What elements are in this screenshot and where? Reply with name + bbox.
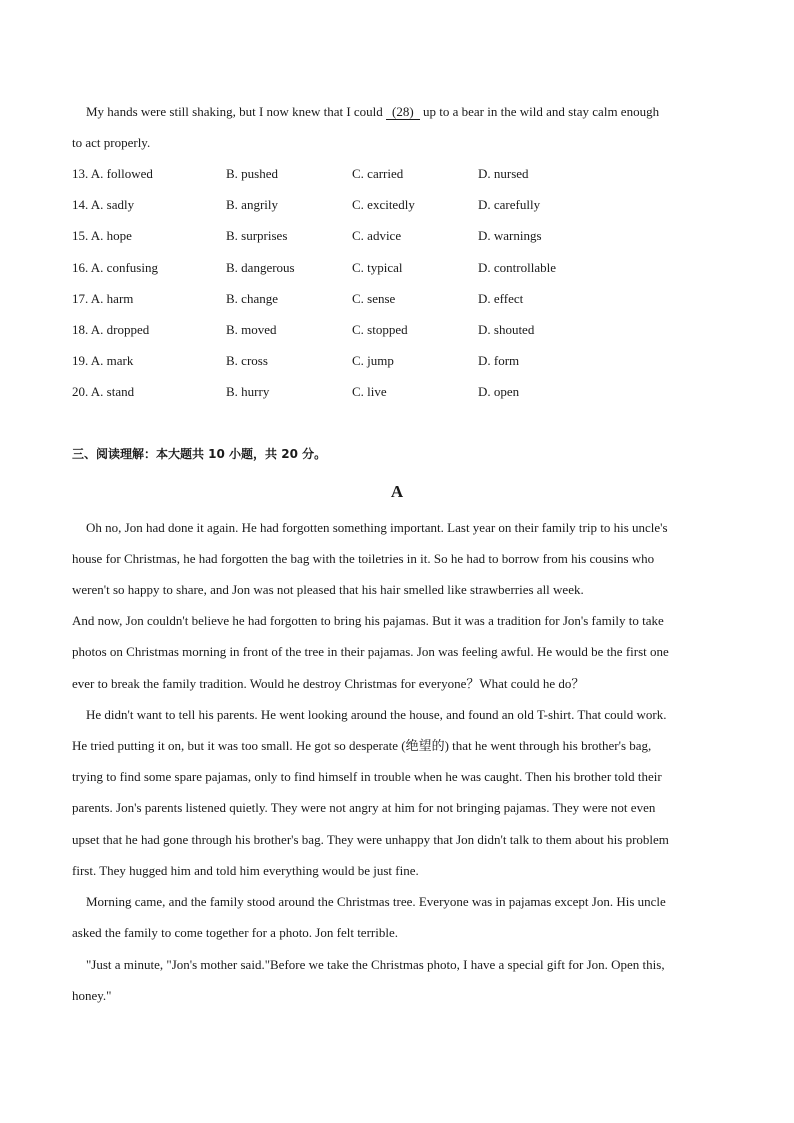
answer-blank-28: (28) [386,105,420,120]
passage-line: upset that he had gone through his brother's bag. They were unhappy that Jon didn't talk to them about his problem [72,832,669,847]
option-row-18 [72,322,672,338]
passage-line: And now, Jon couldn't believe he had forgotten to bring his pajamas. But it was a tradition for Jon's family to take [72,613,664,628]
option-d: D. effect [478,291,524,306]
passage-line: house for Christmas, he had forgotten the bag with the toiletries in it. So he had to borrow from his cousins who [72,551,655,566]
option-row-20 [72,384,672,400]
option-c: C. excitedly [352,197,415,212]
option-c: C. advice [352,228,402,243]
option-b: B. change [226,291,278,306]
option-row-13 [72,166,672,182]
passage-line: He didn't want to tell his parents. He went looking around the house, and found an old T-shirt. That could work. [86,707,667,722]
passage-line: trying to find some spare pajamas, only to find himself in trouble when he was caught. Then his brother told their [72,769,662,784]
option-d: D. controllable [478,260,556,275]
option-a: 17. A. harm [72,291,134,306]
option-row-17 [72,291,672,307]
option-row-16 [72,260,672,276]
passage-line: photos on Christmas morning in front of the tree in their pajamas. Jon was feeling awful. He would be the first one [72,644,669,659]
passage-title: A [390,482,404,501]
passage-line: ever to break the family tradition. Would he destroy Christmas for everyone？What could he do？ [72,676,585,691]
question-sentence-continuation: to act properly. [72,135,151,150]
option-a: 14. A. sadly [72,197,135,212]
passage-line: "Just a minute, "Jon's mother said."Before we take the Christmas photo, I have a special gift for Jon. Open this, [86,957,665,972]
passage-line: honey." [72,988,112,1003]
option-row-19 [72,353,672,369]
option-b: B. pushed [226,166,278,181]
option-a: 15. A. hope [72,228,132,243]
passage-line: parents. Jon's parents listened quietly. They were not angry at him for not bringing pajamas. They were not even [72,800,656,815]
option-c: C. sense [352,291,396,306]
option-c: C. live [352,384,387,399]
option-a: 18. A. dropped [72,322,150,337]
option-d: D. shouted [478,322,535,337]
option-d: D. nursed [478,166,529,181]
option-c: C. carried [352,166,404,181]
section-heading: 三、阅读理解：本大题共 10 小题，共 20 分。 [72,447,327,461]
option-a: 19. A. mark [72,353,134,368]
option-a: 13. A. followed [72,166,153,181]
option-a: 16. A. confusing [72,260,158,275]
option-d: D. warnings [478,228,542,243]
option-a: 20. A. stand [72,384,135,399]
option-b: B. dangerous [226,260,295,275]
passage-line: first. They hugged him and told him everything would be just fine. [72,863,419,878]
passage-line: He tried putting it on, but it was too small. He got so desperate (绝望的) that he went through his brother's bag, [72,738,652,753]
option-c: C. stopped [352,322,408,337]
option-b: B. surprises [226,228,288,243]
sentence-part-after-blank: up to a bear in the wild and stay calm enough [419,104,660,119]
option-d: D. open [478,384,520,399]
option-d: D. form [478,353,520,368]
passage-line: weren't so happy to share, and Jon was not pleased that his hair smelled like strawberries all week. [72,582,584,597]
option-c: C. typical [352,260,403,275]
option-row-14 [72,197,672,213]
option-b: B. cross [226,353,268,368]
option-c: C. jump [352,353,394,368]
option-b: B. angrily [226,197,278,212]
sentence-part-before-blank: My hands were still shaking, but I now knew that I could [86,104,387,119]
question-sentence-line [86,104,736,120]
option-row-15 [72,228,672,244]
option-d: D. carefully [478,197,541,212]
option-b: B. moved [226,322,277,337]
passage-line: Morning came, and the family stood around the Christmas tree. Everyone was in pajamas except Jon. His uncle [86,894,666,909]
passage-line: Oh no, Jon had done it again. He had forgotten something important. Last year on their family trip to his uncle's [86,520,668,535]
passage-line: asked the family to come together for a photo. Jon felt terrible. [72,925,398,940]
option-b: B. hurry [226,384,270,399]
